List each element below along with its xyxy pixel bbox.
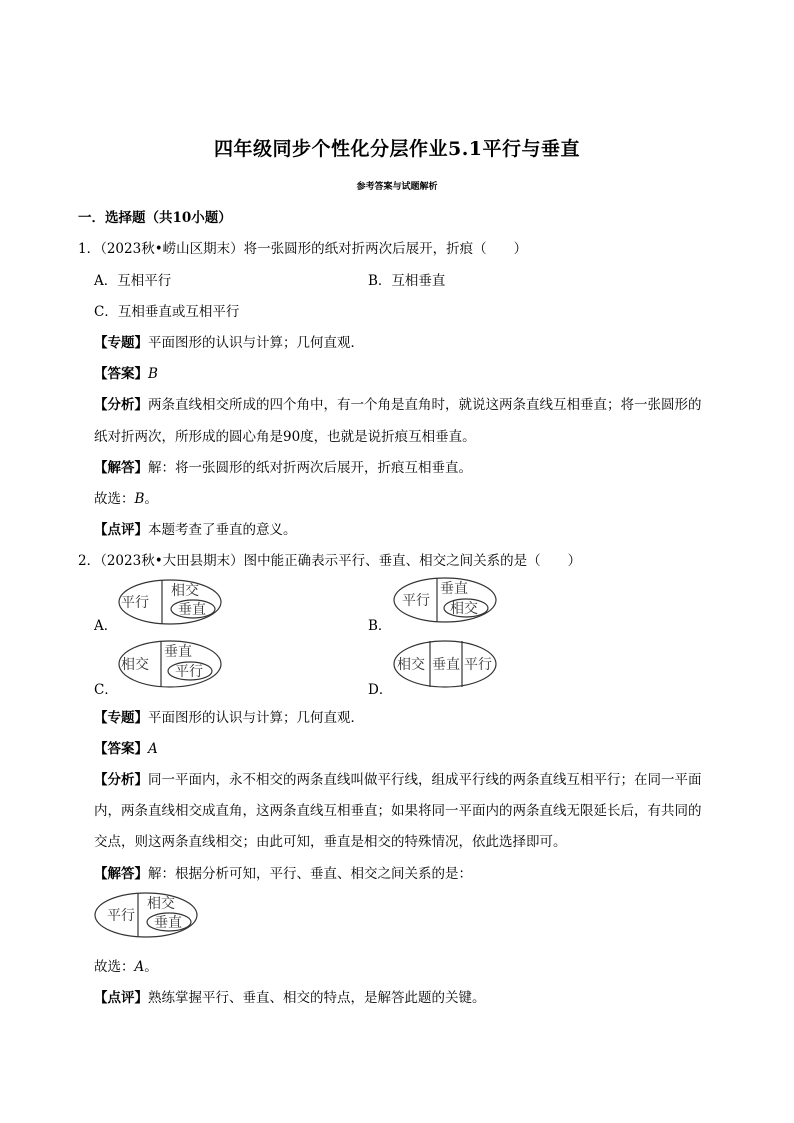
topic-tag: 【专题】 (94, 710, 148, 726)
q2-choose (94, 955, 158, 975)
q1-analysis-line2: 纸对折两次，所形成的圆心角是90度，也就是说折痕互相垂直。 (94, 429, 476, 445)
answer-letter: B (148, 366, 158, 382)
topic-text: 平面图形的认识与计算；几何直观． (148, 710, 364, 726)
q1-comment (94, 518, 297, 538)
q1-solution (94, 456, 472, 476)
outer-label: 平行 (402, 593, 430, 609)
topic-tag: 【专题】 (94, 335, 148, 351)
q2-topic (94, 706, 364, 726)
right-label: 平行 (464, 657, 492, 673)
q2-diagram-a (117, 578, 225, 628)
answer-tag: 【答案】 (94, 366, 148, 382)
answer-tag: 【答案】 (94, 741, 148, 757)
top-label: 垂直 (164, 644, 192, 660)
q2-comment (94, 986, 486, 1006)
solution-text: 解：根据分析可知，平行、垂直、相交之间关系的是： (148, 866, 472, 882)
q2-option-c-label: C． (94, 682, 118, 698)
inner-label: 垂直 (154, 915, 182, 931)
comment-tag: 【点评】 (94, 522, 148, 538)
solution-tag: 【解答】 (94, 866, 148, 882)
top-label: 相交 (147, 896, 175, 912)
choose-prefix: 故选： (94, 959, 135, 975)
analysis-text: 同一平面内，永不相交的两条直线叫做平行线，组成平行线的两条直线互相平行；在同一平面 (148, 772, 702, 788)
analysis-text: 两条直线相交所成的四个角中，有一个角是直角时，就说这两条直线互相垂直；将一张圆形的 (148, 397, 702, 413)
q2-diagram-b (392, 576, 500, 626)
comment-text: 本题考查了垂直的意义。 (148, 522, 297, 538)
choose-suffix: 。 (144, 959, 158, 975)
comment-tag: 【点评】 (94, 990, 148, 1006)
q2-diagram-d (392, 639, 500, 691)
outer-label: 平行 (121, 595, 149, 611)
q1-analysis-line1 (94, 393, 702, 413)
page-title: 四年级同步个性化分层作业5.1平行与垂直 (213, 138, 581, 160)
left-label: 相交 (397, 657, 425, 673)
q1-option-c: C．互相垂直或互相平行 (94, 304, 240, 320)
q2-analysis-line2: 内，两条直线相交成直角，这两条直线互相垂直；如果将同一平面内的两条直线无限延长后，有共同的 (94, 803, 702, 819)
q2-solution (94, 862, 472, 882)
q2-diagram-c (117, 639, 225, 691)
top-label: 垂直 (440, 581, 468, 597)
outer-label: 相交 (121, 657, 149, 673)
inner-label: 垂直 (178, 602, 206, 618)
choose-letter: B (134, 491, 145, 507)
q2-option-b-label: B． (368, 618, 392, 634)
q1-stem: 1．（2023秋•崂山区期末）将一张圆形的纸对折两次后展开，折痕（ ） (78, 241, 528, 257)
outer-label: 平行 (107, 908, 135, 924)
q1-answer (94, 362, 158, 382)
inner-label: 相交 (450, 601, 478, 617)
q2-analysis-line3: 交点，则这两条直线相交；由此可知，垂直是相交的特殊情况，依此选择即可。 (94, 834, 567, 850)
q1-option-a: A．互相平行 (94, 273, 172, 289)
comment-text: 熟练掌握平行、垂直、相交的特点，是解答此题的关键。 (148, 990, 486, 1006)
q2-analysis-line1 (94, 768, 702, 788)
inner-label: 平行 (175, 664, 203, 680)
solution-tag: 【解答】 (94, 460, 148, 476)
topic-text: 平面图形的认识与计算；几何直观． (148, 335, 364, 351)
q2-option-a-label: A． (94, 618, 118, 634)
section-heading: 一．选择题（共10小题） (78, 210, 232, 226)
choose-suffix: 。 (144, 491, 158, 507)
middle-label: 垂直 (432, 657, 460, 673)
q2-stem: 2．（2023秋•大田县期末）图中能正确表示平行、垂直、相交之间关系的是（ ） (78, 553, 582, 569)
top-label: 相交 (171, 583, 199, 599)
q1-option-b: B．互相垂直 (368, 273, 446, 289)
choose-letter: A (134, 959, 145, 975)
answer-letter: A (148, 741, 158, 757)
q2-option-d-label: D． (368, 682, 393, 698)
analysis-tag: 【分析】 (94, 772, 148, 788)
q1-choose (94, 487, 158, 507)
solution-text: 解：将一张圆形的纸对折两次后展开，折痕互相垂直。 (148, 460, 472, 476)
page-subtitle: 参考答案与试题解析 (356, 182, 438, 192)
q1-topic (94, 331, 364, 351)
choose-prefix: 故选： (94, 491, 135, 507)
analysis-tag: 【分析】 (94, 397, 148, 413)
q2-answer (94, 737, 158, 757)
q2-solution-diagram (93, 891, 201, 941)
